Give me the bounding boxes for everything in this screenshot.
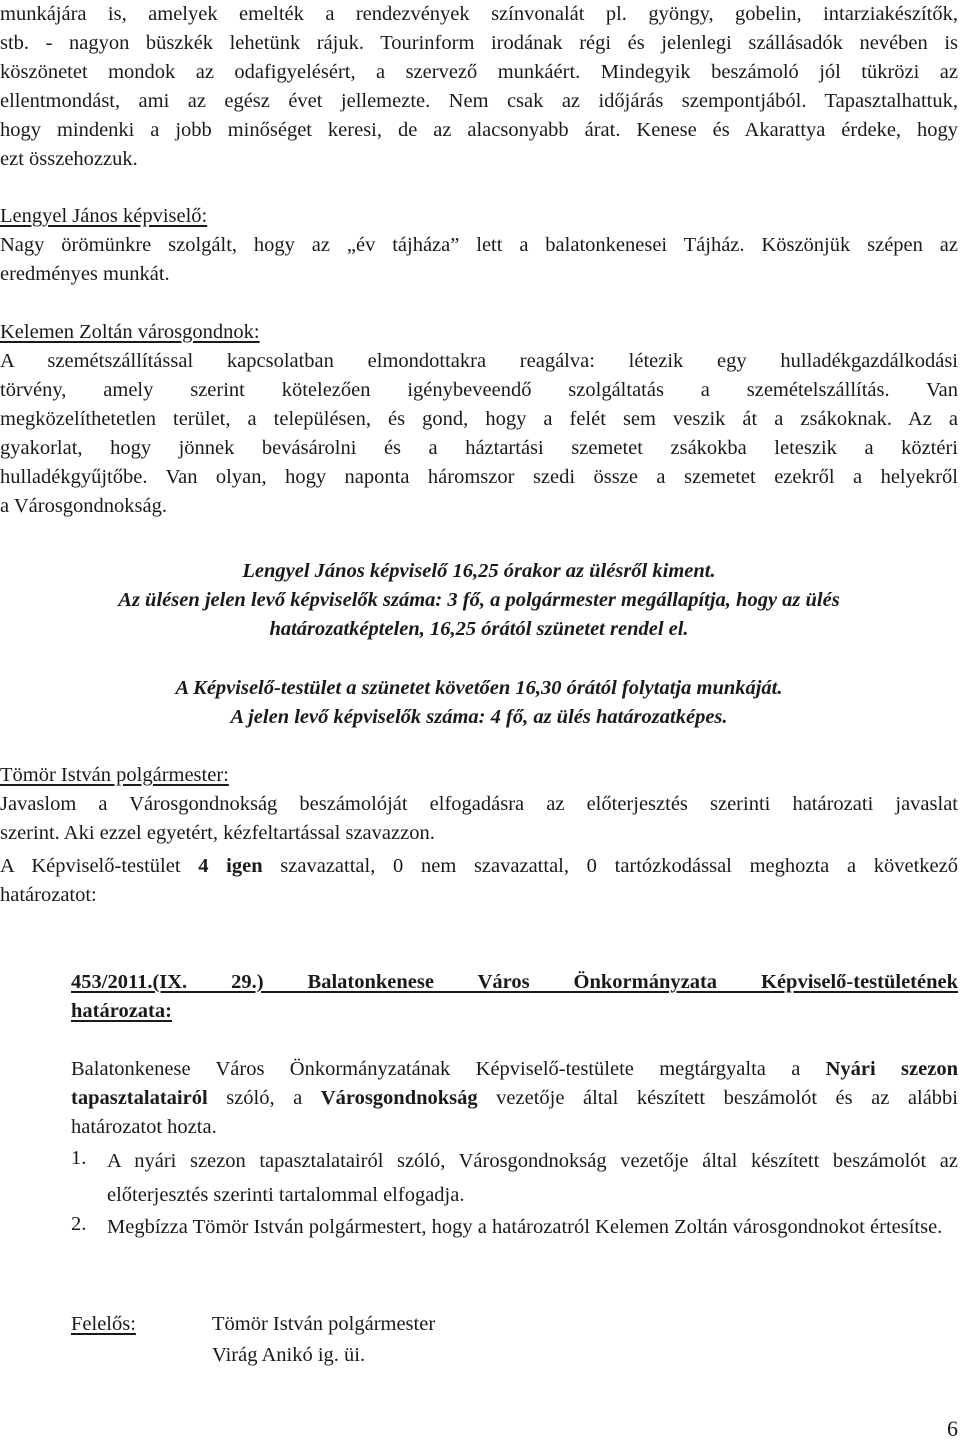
responsible-person: Tömör István polgármester: [212, 1313, 436, 1335]
text-line: hogy mindenki a jobb minőséget keresi, de az alacsonyabb árat. Kenese és Akarattya érdeke, hogy: [0, 119, 958, 141]
text-line: határozatot hozta.: [71, 1116, 217, 1138]
note-line: határozatképtelen, 16,25 órától szünetet rendel el.: [269, 618, 689, 640]
text-line: A szemétszállítással kapcsolatban elmondottakra reagálva: létezik egy hulladékgazdálkodási: [0, 350, 958, 372]
text-line: Balatonkenese Város Önkormányzatának Képviselő-testülete megtárgyalta a Nyári szezon: [71, 1058, 958, 1080]
responsible-label: Felelős:: [71, 1313, 136, 1335]
resolution-title-line: 453/2011.(IX. 29.) Balatonkenese Város Önkormányzata Képviselő-testületének: [71, 971, 958, 993]
session-notes-resume: [0, 674, 958, 732]
text-line: tapasztalatairól szóló, a Városgondnokság vezetője által készített beszámolót és az alábbi: [71, 1087, 959, 1109]
text-line: szerint. Aki ezzel egyetért, kézfeltartással szavazzon.: [0, 822, 435, 844]
speaker-label: Kelemen Zoltán városgondnok:: [0, 321, 260, 343]
page-number: 6: [947, 1416, 958, 1441]
lengyel-section: [0, 202, 958, 289]
vote-line: A Képviselő-testület 4 igen szavazattal, 0 nem szavazattal, 0 tartózkodással meghozta a következő: [0, 855, 958, 877]
speaker-label: Lengyel János képviselő:: [0, 205, 208, 227]
note-line: A Képviselő-testület a szünetet követően 16,30 órától folytatja munkáját.: [175, 677, 783, 699]
text-line: Nagy örömünkre szolgált, hogy az „év tájháza” lett a balatonkenesei Tájház. Köszönjük szépen az: [0, 234, 958, 256]
text-line: megközelíthetetlen terület, a településen, és gond, hogy a felét sem veszik át a zsákoknak. Az a: [0, 408, 958, 430]
text-line: Javaslom a Városgondnokság beszámolóját elfogadásra az előterjesztés szerinti határozati javaslat: [0, 793, 958, 815]
text-line: gyakorlat, hogy jönnek bevásárolni és a háztartási szemetet zsákokba leteszik a köztéri: [0, 437, 958, 459]
speaker-label: Tömör István polgármester:: [0, 764, 229, 786]
text-line: köszönetet mondok az odafigyelésért, a szervező munkáért. Mindegyik beszámoló jól tükrözi az: [0, 61, 958, 83]
list-item-text: Megbízza Tömör István polgármestert, hogy a határozatról Kelemen Zoltán városgondnokot értesítse.: [107, 1216, 943, 1238]
session-notes: [0, 557, 958, 644]
list-item-number: 2.: [71, 1213, 87, 1235]
note-line: A jelen levő képviselők száma: 4 fő, az ülés határozatképes.: [230, 706, 728, 728]
intro-paragraph: [0, 0, 958, 174]
kelemen-section: [0, 318, 958, 521]
list-item-text: A nyári szezon tapasztalatairól szóló, Városgondnokság vezetője által készített beszámolót az előterjesztés szerinti tartalommal elfogadja.: [107, 1150, 958, 1206]
vote-count: 4 igen: [198, 855, 263, 877]
resolution-body: [71, 1055, 958, 1142]
note-line: Lengyel János képviselő 16,25 órakor az ülésről kiment.: [242, 560, 716, 582]
text-line: ellentmondást, ami az egész évet jellemezte. Nem csak az időjárás szempontjából. Tapasztalhattuk,: [0, 90, 958, 112]
text-line: a Városgondnokság.: [0, 495, 168, 517]
text-line: törvény, amely szerint kötelezően igénybeveendő szolgáltatás a szemételszállítás. Van: [0, 379, 958, 401]
text-line: hulladékgyűjtőbe. Van olyan, hogy naponta háromszor szedi össze a szemetet ezekről a helyekről: [0, 466, 958, 488]
text-line: eredményes munkát.: [0, 263, 170, 285]
note-line: Az ülésen jelen levő képviselők száma: 3 fő, a polgármester megállapítja, hogy az ülés: [118, 589, 840, 611]
vote-paragraph: [0, 852, 958, 910]
resolution-title: [71, 968, 958, 1026]
text-line: stb. - nagyon büszkék lehetünk rájuk. Tourinform irodának régi és jelenlegi szállásadók nevében is: [0, 32, 958, 54]
responsible-person: Virág Anikó ig. üi.: [212, 1344, 366, 1366]
tomor-section: [0, 761, 958, 848]
resolution-title-line: határozata:: [71, 1000, 172, 1022]
text-line: határozatot:: [0, 884, 97, 906]
text-line: ezt összehozzuk.: [0, 148, 138, 170]
list-item-number: 1.: [71, 1147, 87, 1169]
text-line: munkájára is, amelyek emelték a rendezvények színvonalát pl. gyöngy, gobelin, intarziakészítők,: [0, 3, 958, 25]
